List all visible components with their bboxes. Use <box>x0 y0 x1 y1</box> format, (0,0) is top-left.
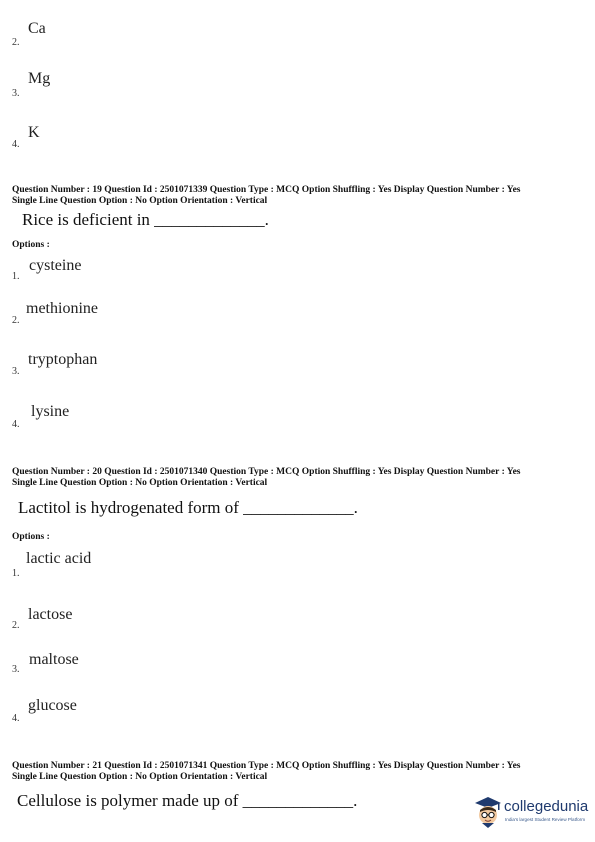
question-meta <box>12 185 520 207</box>
question-meta-line: Question Number : 19 Question Id : 2501071339 Question Type : MCQ Option Shuffling : Yes Display Question Number : Yes <box>12 185 521 195</box>
options-label: Options : <box>12 532 50 542</box>
logo-name: collegedunia <box>504 798 589 815</box>
option-number: 2. <box>12 315 20 326</box>
option-number: 3. <box>12 88 20 99</box>
question-meta-line: Single Line Question Option : No Option Orientation : Vertical <box>12 196 268 206</box>
option-text: tryptophan <box>28 351 98 368</box>
question-meta-line: Single Line Question Option : No Option Orientation : Vertical <box>12 772 268 782</box>
option-text: maltose <box>29 651 79 668</box>
option-text: cysteine <box>29 257 82 274</box>
logo-tagline: India's largest Student Review Platform <box>505 817 586 822</box>
option-number: 4. <box>12 139 20 150</box>
question-stem: Rice is deficient in _____________. <box>22 210 269 229</box>
option-number: 3. <box>12 664 20 675</box>
option-text: K <box>28 124 40 141</box>
option-number: 4. <box>12 419 20 430</box>
option-text: Mg <box>28 70 51 87</box>
option-number: 3. <box>12 366 20 377</box>
question-meta <box>12 467 520 489</box>
option-number: 1. <box>12 271 20 282</box>
option-number: 4. <box>12 713 20 724</box>
question-meta-line: Single Line Question Option : No Option Orientation : Vertical <box>12 478 268 488</box>
option-number: 2. <box>12 37 20 48</box>
option-text: methionine <box>26 300 98 317</box>
collegedunia-logo <box>474 795 592 831</box>
question-meta-line: Question Number : 21 Question Id : 2501071341 Question Type : MCQ Option Shuffling : Yes Display Question Number : Yes <box>12 761 521 771</box>
option-text: Ca <box>28 20 46 37</box>
question-meta-line: Question Number : 20 Question Id : 2501071340 Question Type : MCQ Option Shuffling : Yes Display Question Number : Yes <box>12 467 521 477</box>
option-text: lactic acid <box>26 550 92 567</box>
option-text: lysine <box>31 403 70 420</box>
question-stem: Cellulose is polymer made up of _____________. <box>17 791 358 810</box>
option-text: lactose <box>28 606 73 623</box>
option-number: 2. <box>12 620 20 631</box>
option-text: glucose <box>28 697 77 714</box>
question-meta <box>12 761 520 783</box>
option-number: 1. <box>12 568 20 579</box>
question-stem: Lactitol is hydrogenated form of _____________. <box>18 498 358 517</box>
options-label: Options : <box>12 240 50 250</box>
graduate-mascot-icon <box>474 795 502 829</box>
